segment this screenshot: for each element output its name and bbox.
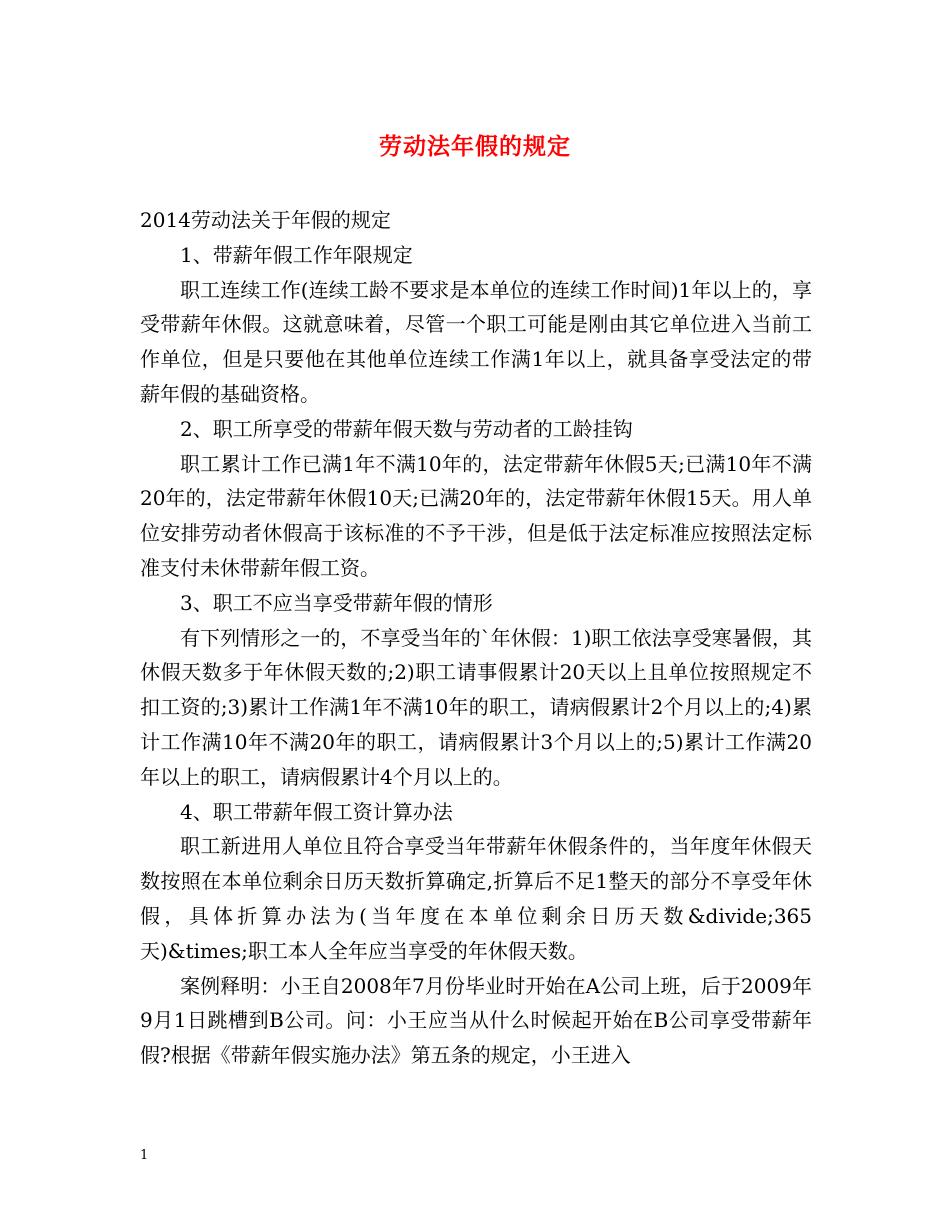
- paragraph-section-1: 职工连续工作(连续工龄不要求是本单位的连续工作时间)1年以上的，享受带薪年休假。这就意味着，尽管一个职工可能是刚由其它单位进入当前工作单位，但是只要他在其他单位连续工作满1年以上，就具备享受法定的带薪年假的基础资格。: [140, 277, 812, 406]
- section-heading-2: 2、职工所享受的带薪年假天数与劳动者的工龄挂钩: [180, 416, 633, 441]
- page-number: 1: [140, 1148, 149, 1163]
- section-heading-3: 3、职工不应当享受带薪年假的情形: [180, 590, 493, 615]
- section-heading-4: 4、职工带薪年假工资计算办法: [180, 799, 453, 824]
- document-title: 劳动法年假的规定: [379, 133, 571, 160]
- section-heading-1: 1、带薪年假工作年限规定: [180, 242, 413, 267]
- paragraph-section-3: 有下列情形之一的，不享受当年的`年休假：1)职工依法享受寒暑假，其休假天数多于年休假天数的;2)职工请事假累计20天以上且单位按照规定不扣工资的;3)累计工作满1年不满10年的职工，请病假累计2个月以上的;4)累计工作满10年不满20年的职工，请病假累计3个月以上的;5)累计工作满20年以上的职工，请病假累计4个月以上的。: [140, 625, 812, 789]
- paragraph-section-4: 职工新进用人单位且符合享受当年带薪年休假条件的，当年度年休假天数按照在本单位剩余日历天数折算确定,折算后不足1整天的部分不享受年休假，具体折算办法为(当年度在本单位剩余日历天数&divide;365天)&times;职工本人全年应当享受的年休假天数。: [140, 834, 812, 963]
- paragraph-section-2: 职工累计工作已满1年不满10年的，法定带薪年休假5天;已满10年不满20年的，法定带薪年休假10天;已满20年的，法定带薪年休假15天。用人单位安排劳动者休假高于该标准的不予干涉，但是低于法定标准应按照法定标准支付未休带薪年假工资。: [140, 451, 812, 580]
- paragraph-intro: 2014劳动法关于年假的规定: [140, 208, 391, 232]
- paragraph-case-example: 案例释明：小王自2008年7月份毕业时开始在A公司上班，后于2009年9月1日跳槽到B公司。问：小王应当从什么时候起开始在B公司享受带薪年假?根据《带薪年假实施办法》第五条的规定，小王进入: [140, 973, 812, 1068]
- document-body: [140, 203, 812, 1073]
